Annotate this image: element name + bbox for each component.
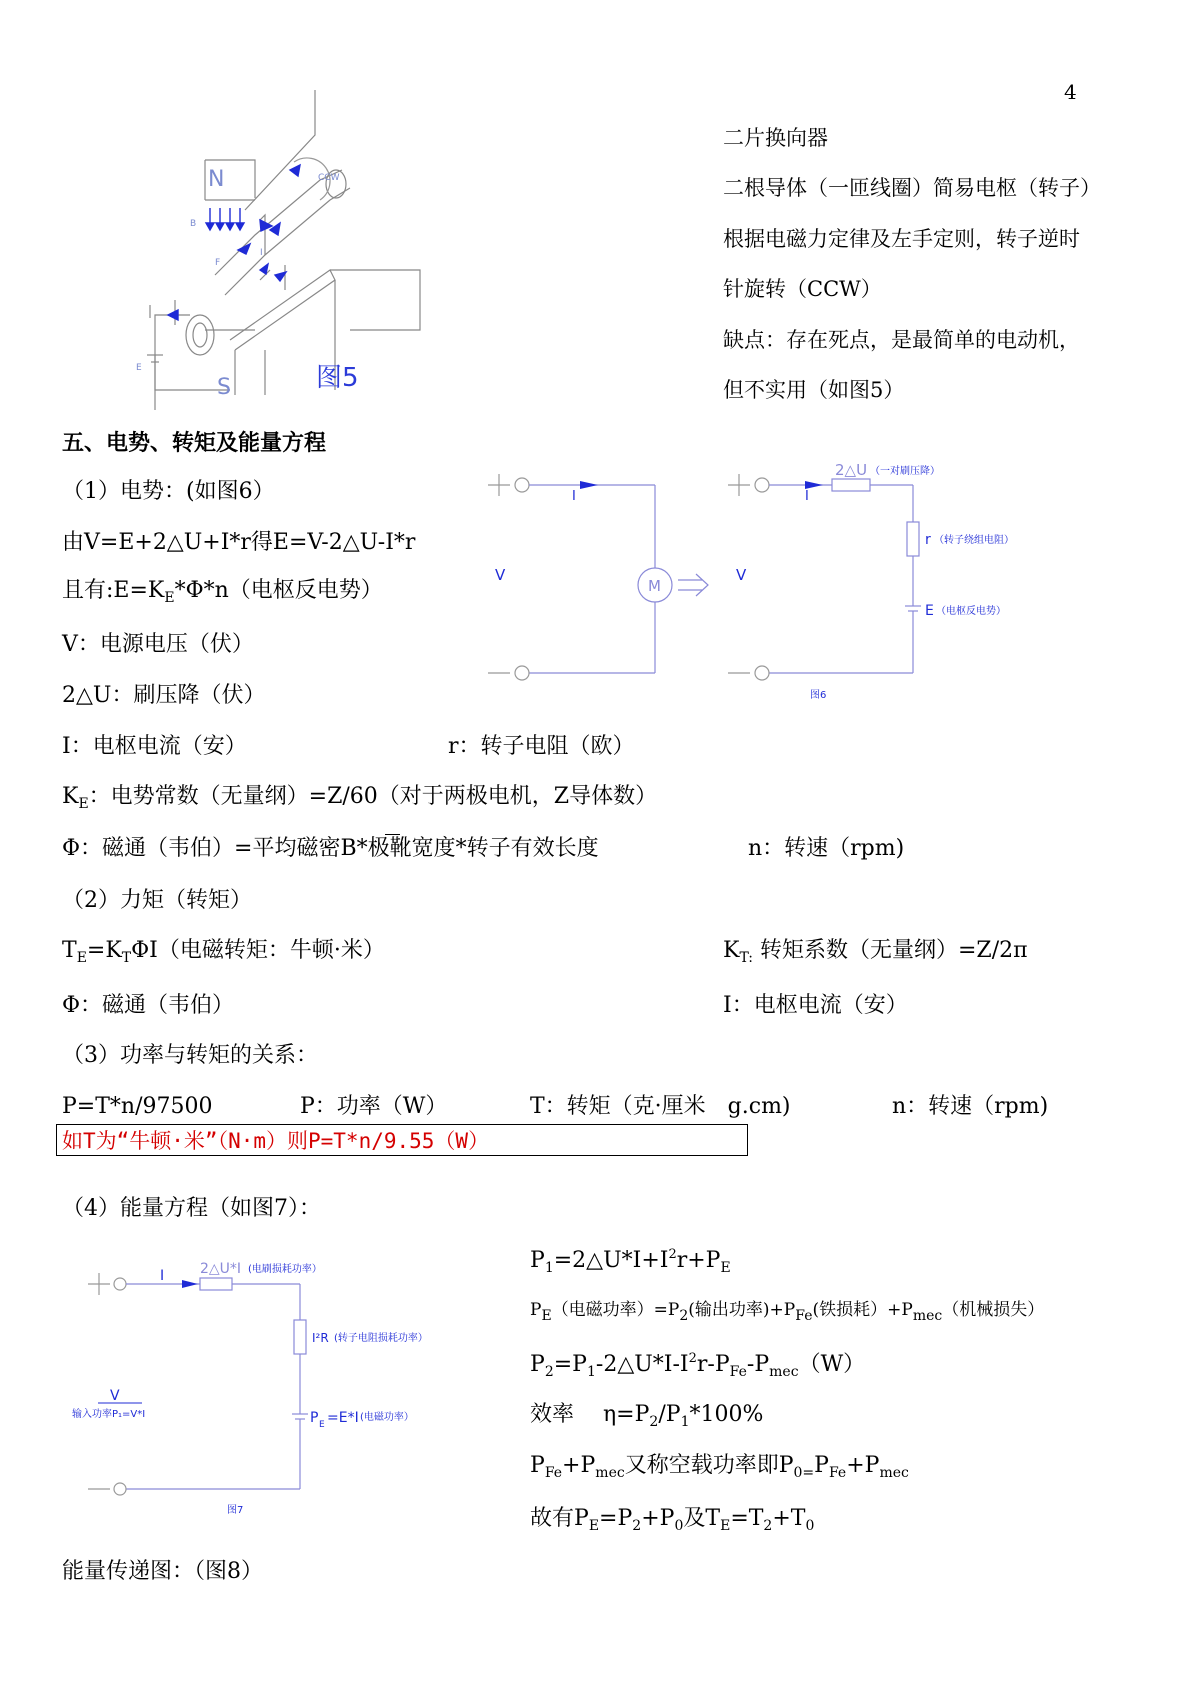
fig6-brush-drop: 2△U: [835, 461, 868, 479]
desc-line: 二片换向器: [723, 126, 828, 150]
fig5-label-n: N: [208, 167, 225, 192]
section-title: 五、电势、转矩及能量方程: [62, 430, 327, 456]
torque-i-def: I：电枢电流（安）: [723, 993, 908, 1018]
fig6-circuit: [480, 460, 1040, 710]
power-heading: （3）功率与转矩的关系：: [62, 1043, 318, 1068]
energy-eq-pe-te: 故有$P_E=P_2+P_0$及$T_E=T_2+T_0$: [530, 1506, 815, 1534]
fig7-current: I: [160, 1268, 165, 1284]
desc-line: 二根导体（一匝线圈）简易电枢（转子）: [723, 176, 1101, 200]
overbar: [385, 834, 400, 835]
fig5-label-f: F: [215, 258, 221, 268]
fig5-motor-drawing: [120, 90, 410, 410]
emf-equation-1: 由V=E+2△U+I*r得E=V-2△U-I*r: [62, 530, 416, 555]
fig6-motor-label: M: [648, 577, 661, 595]
emf-ke-def: $K_E$：电势常数（无量纲）=Z/60（对于两极电机，Z导体数）: [62, 784, 658, 812]
fig7-pe-note: (电磁功率）: [360, 1412, 414, 1423]
fig6-back-emf: E: [925, 603, 934, 619]
fig7-circuit: [70, 1240, 490, 1530]
fig5-label-b: B: [190, 219, 197, 229]
energy-eq-p1: $P_1=2\triangle U*I+I^2r+P_E$: [530, 1247, 731, 1276]
emf-du-def: 2△U：刷压降（伏）: [62, 683, 266, 708]
torque-heading: （2）力矩（转矩）: [62, 888, 252, 913]
energy-heading: （4）能量方程（如图7）：: [62, 1196, 321, 1221]
fig6-left-current: I: [572, 489, 576, 504]
fig7-pe-label: P: [310, 1410, 319, 1426]
energy-eq-eff: 效率 $\eta=P_2/P_1*100\%$: [530, 1402, 764, 1430]
fig6-right-current: I: [805, 489, 809, 504]
fig7-resistor-note: (转子电阻损耗功率）: [334, 1333, 428, 1344]
fig5-label-e: E: [136, 363, 142, 373]
fig7-brush-loss: 2△U*I: [200, 1261, 242, 1277]
emf-r-def: r：转子电阻（欧）: [448, 734, 635, 759]
fig7-pe-eq: =E*I: [327, 1410, 359, 1426]
fig5-caption: 图5: [316, 363, 359, 393]
fig7-brush-note: (电刷损耗功率）: [248, 1264, 322, 1275]
fig6-resistor-note: （转子绕组电阻）: [934, 535, 1014, 546]
emf-phi-def: Φ：磁通（韦伯）=平均磁密B*极靴宽度*转子有效长度: [62, 836, 599, 861]
energy-footer: 能量传递图：（图8）: [62, 1559, 263, 1584]
fig6-left-voltage: V: [495, 566, 506, 584]
fig7-voltage: V: [110, 1388, 120, 1404]
fig5-label-ccw: CCW: [318, 173, 340, 183]
desc-line: 缺点：存在死点，是最简单的电动机，: [723, 328, 1080, 352]
energy-eq-p0: $P_{Fe}+P_{mec}$又称空载功率即$P_{0=}P_{Fe}+P_{mec}$: [530, 1453, 909, 1481]
torque-equation: $T_E=K_T\Phi I$（电磁转矩：牛顿·米）: [62, 938, 385, 966]
power-p-def: P：功率（W）: [300, 1094, 448, 1119]
fig6-brush-note: （一对刷压降）: [870, 466, 940, 477]
energy-eq-p2: $P_2=P_1-2\triangle U*I-I^2r-P_{Fe}-P_{mec}(W)$: [530, 1351, 866, 1380]
desc-line: 根据电磁力定律及左手定则，转子逆时: [723, 227, 1080, 251]
fig6-right-voltage: V: [736, 566, 747, 584]
fig7-caption: 图7: [227, 1505, 244, 1516]
emf-i-def: I：电枢电流（安）: [62, 734, 247, 759]
torque-phi-def: Φ：磁通（韦伯）: [62, 993, 235, 1018]
emf-heading: （1）电势：(如图6）: [62, 479, 275, 504]
desc-line: 但不实用（如图5）: [723, 378, 905, 402]
fig7-pe-sub: E: [319, 1420, 325, 1430]
fig5-label-i: I: [260, 248, 263, 258]
emf-v-def: V：电源电压（伏）: [62, 632, 254, 657]
power-t-def: T：转矩（克·厘米 g.cm): [530, 1094, 791, 1119]
desc-line: 针旋转（CCW）: [723, 277, 882, 301]
power-n-def: n：转速（rpm): [892, 1094, 1049, 1119]
emf-n-def: n：转速（rpm): [748, 836, 905, 861]
energy-eq-pe: $P_E$（电磁功率）$=P_2$(输出功率)$+P_{Fe}$(铁损耗）$+P_{mec}$（机械损失）: [530, 1300, 1045, 1324]
page-number: 4: [1064, 80, 1077, 104]
emf-equation-2: 且有$:E=K_E*\Phi*n$（电枢反电势）: [62, 578, 383, 606]
torque-kt-def: $K_{T:}$ 转矩系数（无量纲）=Z/2π: [723, 938, 1028, 966]
fig5-label-s: S: [217, 375, 231, 400]
power-note: 如T为“牛顿·米”（N·m）则P=T*n/9.55（W）: [62, 1129, 490, 1153]
power-equation: P=T*n/97500: [62, 1094, 213, 1119]
fig7-resistor: I²R: [312, 1331, 329, 1345]
fig6-caption: 图6: [810, 690, 827, 701]
fig6-back-emf-note: （电枢反电势）: [936, 606, 1006, 617]
fig7-input-power: 输入功率P₁=V*I: [72, 1409, 146, 1420]
fig6-resistor: r: [925, 532, 931, 548]
